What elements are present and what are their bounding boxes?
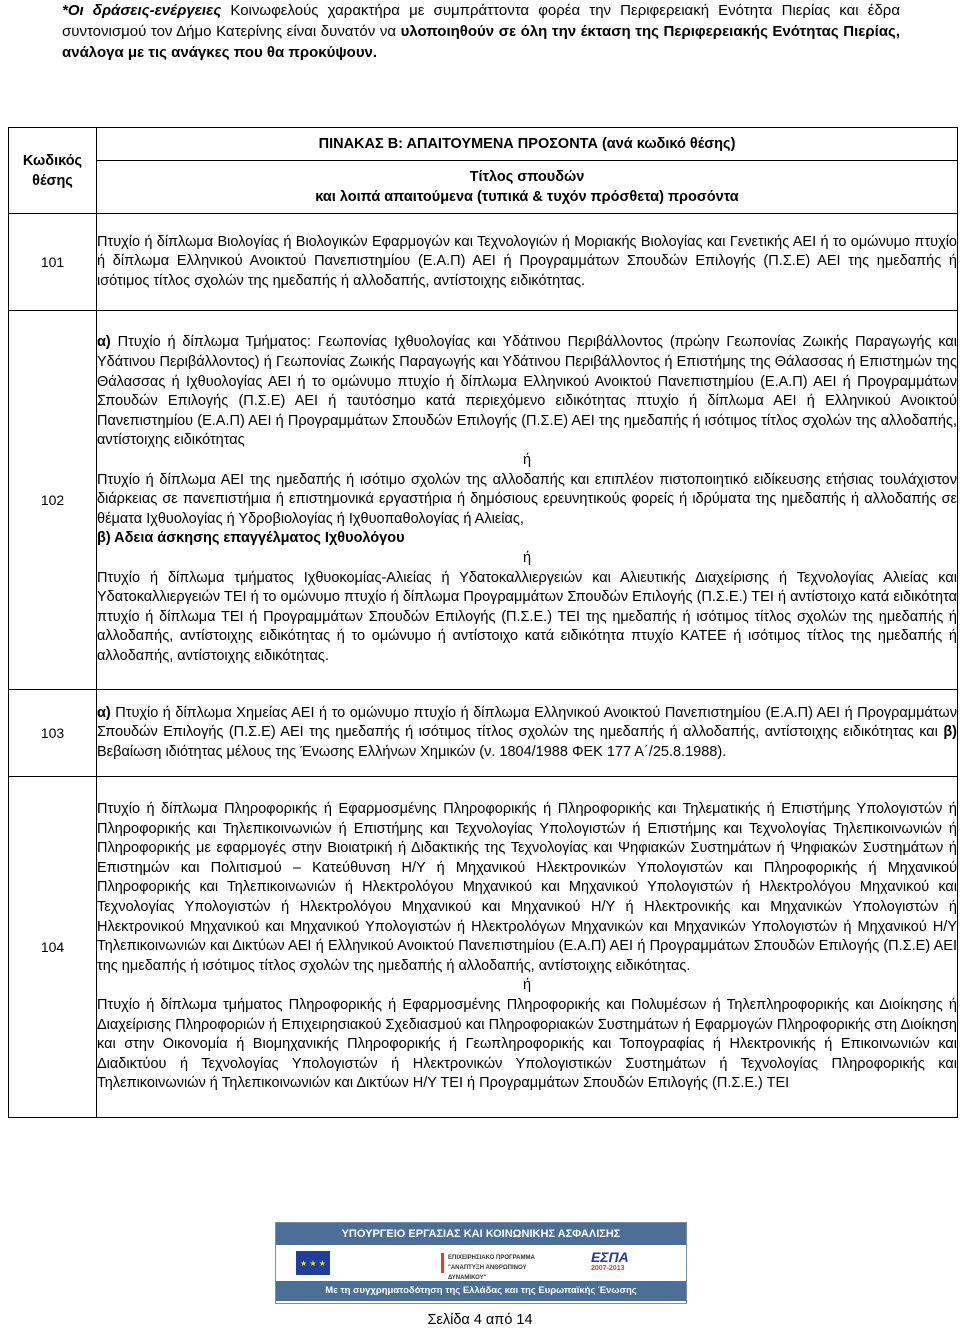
table-title-cell bbox=[97, 128, 958, 161]
header-row bbox=[9, 161, 958, 214]
qualifications-table bbox=[8, 127, 958, 1118]
header-code-cell bbox=[9, 128, 97, 214]
espa-logo bbox=[591, 1249, 661, 1277]
or-separator: ή bbox=[522, 977, 532, 994]
header-code-line2: θέσης bbox=[32, 172, 73, 189]
banner-logos bbox=[276, 1245, 686, 1281]
header-title-label bbox=[97, 161, 957, 213]
code-cell: 103 bbox=[9, 690, 97, 777]
requirements-cell bbox=[97, 690, 958, 777]
banner-ministry: ΥΠΟΥΡΓΕΙΟ ΕΡΓΑΣΙΑΣ ΚΑΙ ΚΟΙΝΩΝΙΚΗΣ ΑΣΦΑΛΙΣΗΣ bbox=[276, 1223, 686, 1245]
funding-banner bbox=[275, 1222, 687, 1304]
requirements-cell bbox=[97, 777, 958, 1118]
requirements-text: Πτυχίο ή δίπλωμα Βιολογίας ή Βιολογικών Εφαρμογών και Τεχνολογιών ή Μοριακής Βιολογίας και Γενετικής ΑΕΙ ή το ομώνυμο πτυχίο ή δίπλωμα Ελληνικού Ανοικτού Πανεπιστημίου (Ε.Α.Π) ΑΕΙ ή Προγραμμάτων Σπουδών Επιλογής (Π.Σ.Ε) ΑΕΙ της ημεδαπής ή ισότιμος τίτλος σχολών της ημεδαπής ή αλλοδαπής, αντίστοιχης ειδικότητας. bbox=[97, 233, 957, 289]
espa-label: ΕΣΠΑ bbox=[591, 1249, 629, 1265]
header-title-line1: Τίτλος σπουδών bbox=[469, 169, 585, 185]
requirements-a bbox=[97, 333, 957, 451]
eu-flag-icon: ★ ★ ★ bbox=[296, 1251, 330, 1275]
label-b: β) Αδεια άσκησης επαγγέλματος Ιχθυολόγου bbox=[97, 530, 405, 547]
intro-label: *Οι δράσεις-ενέργειες bbox=[62, 2, 222, 19]
table-row-101 bbox=[9, 214, 958, 311]
header-code-label bbox=[9, 151, 96, 191]
table-row-103 bbox=[9, 690, 958, 777]
requirements-p2: Πτυχίο ή δίπλωμα τμήματος Πληροφορικής ή Εφαρμοσμένης Πληροφορικής και Πολυμέσων ή Τηλεπληροφορικής και Διοίκησης ή Διαχείρισης Πληροφοριών ή Επιχειρησιακού Σχεδιασμού και Πληροφοριακών Συστημάτων ή Εφαρμογών Πληροφορικής στη Διοίκηση και στην Οικονομία ή Βιομηχανικής Πληροφορικής ή Γεωπληροφορικής και Τοπογραφίας ή Ηλεκτρονικής ή Επικοινωνιών και Διαδικτύου ή Τεχνολογίας Υπολογιστών ή Ηλεκτρονικών Υπολογιστικών Συστημάτων ή Τεχνολογίας Πληροφορικής και Τηλεπικοινωνιών ή Τηλεπικοινωνιών και Δικτύων Η/Υ ΤΕΙ ή Προγραμμάτων Σπουδών Επιλογής (Π.Σ.Ε.) ΤΕΙ bbox=[97, 996, 957, 1092]
program-logo: ΕΠΙΧΕΙΡΗΣΙΑΚΟ ΠΡΟΓΡΑΜΜΑ "ΑΝΑΠΤΥΞΗ ΑΝΘΡΩΠΙΝΟΥ ΔΥΝΑΜΙΚΟΥ" bbox=[441, 1253, 538, 1273]
label-b: β) bbox=[943, 724, 957, 741]
espa-years: 2007-2013 bbox=[591, 1265, 625, 1272]
header-title-cell bbox=[97, 161, 958, 214]
intro-text: Κοινωφελούς χαρακτήρα με συμπράττοντα φορέα την Περιφερειακή Ενότητα Πιερίας και έδρα συντονισμού τον Δήμο Κατερίνης είναι δυνατόν να bbox=[62, 2, 900, 40]
table-row-102 bbox=[9, 311, 958, 690]
or-separator: ή bbox=[522, 452, 532, 469]
banner-cofinancing: Με τη συγχρηματοδότηση της Ελλάδας και της Ευρωπαϊκής Ένωσης bbox=[276, 1281, 686, 1301]
table-row-104 bbox=[9, 777, 958, 1118]
intro-bold-text: υλοποιηθούν σε όλη την έκταση της Περιφερειακής Ενότητας Πιερίας, ανάλογα με τις ανάγκες που θα προκύψουν. bbox=[62, 23, 901, 61]
requirements-b-text: Βεβαίωση ιδιότητας μέλους της Ένωσης Ελλήνων Χημικών (ν. 1804/1988 ΦΕΚ 177 Α΄/25.8.1988). bbox=[97, 743, 727, 760]
requirements-b bbox=[97, 529, 957, 549]
requirements-p3: Πτυχίο ή δίπλωμα τμήματος Ιχθυοκομίας-Αλιείας ή Υδατοκαλλιεργειών και Αλιευτικής Διαχείρισης ή Τεχνολογίας Αλιείας και Υδατοκαλλιεργειών ΤΕΙ ή το ομώνυμο πτυχίο ή δίπλωμα Προγραμμάτων Σπουδών Επιλογής (Π.Σ.Ε.) ΤΕΙ ή αντίστοιχο κατά ειδικότητα πτυχίο ή δίπλωμα ΤΕΙ ή Προγραμμάτων Σπουδών Επιλογής (Π.Σ.Ε.) ΤΕΙ της ημεδαπής ή ισότιμος τίτλος σχολών της ημεδαπής ή αλλοδαπής, αντίστοιχης ειδικότητας ή το ομώνυμο ή αντίστοιχο κατά ειδικότητα πτυχίο ΚΑΤΕΕ ή ισότιμος τίτλος της ημεδαπής ή αλλοδαπής, αντίστοιχης ειδικότητας. bbox=[97, 569, 957, 664]
table-title: ΠΙΝΑΚΑΣ Β: ΑΠΑΙΤΟΥΜΕΝΑ ΠΡΟΣΟΝΤΑ (ανά κωδικό θέσης) bbox=[318, 136, 736, 152]
code-cell: 104 bbox=[9, 777, 97, 1118]
requirements-p1: Πτυχίο ή δίπλωμα Πληροφορικής ή Εφαρμοσμένης Πληροφορικής ή Πληροφορικής και Τηλεματικής ή Επιστήμης Υπολογιστών ή Πληροφορικής και Τηλεπικοινωνιών ή Επιστήμης και Τεχνολογίας Υπολογιστών ή Επιστήμης και Τεχνολογίας Τηλεπικοινωνιών ή Πληροφορικής με εφαρμογές στην Βιοιατρική ή Διδακτικής της Τεχνολογίας και Ψηφιακών Συστημάτων ή Ψηφιακών Συστημάτων ή Επιστημών και Πολιτισμού – Κατεύθυνση Η/Υ ή Μηχανικού Ηλεκτρονικών Υπολογιστών και Πληροφορικής ή Μηχανικού Πληροφορικής και Τηλεπικοινωνιών ή Ηλεκτρολόγου Μηχανικού και Μηχανικού Υπολογιστών ή Ηλεκτρολόγου Μηχανικού και Τεχνολογίας Υπολογιστών ή Ηλεκτρολόγου Μηχανικού και Μηχανικού Η/Υ ή Ηλεκτρονικής και Μηχανικών Υπολογιστών ή Ηλεκτρονικού Μηχανικού και Μηχανικού Υπολογιστών ή Ηλεκτρολόγων Μηχανικών και Μηχανικών Υπολογιστών ή Μηχανικού Η/Υ Τηλεπικοινωνιών και Δικτύων ΑΕΙ ή Ελληνικού Ανοικτού Πανεπιστημίου (Ε.Α.Π) ΑΕΙ ή Προγραμμάτων Σπουδών Επιλογής (Π.Σ.Ε) ΑΕΙ της ημεδαπής ή ισότιμος τίτλος σχολών της ημεδαπής ή αλλοδαπής, αντίστοιχης ειδικότητας. bbox=[97, 801, 957, 974]
requirements-a-text: Πτυχίο ή δίπλωμα Χημείας ΑΕΙ ή το ομώνυμο πτυχίο ή δίπλωμα Ελληνικού Ανοικτού Πανεπιστημίου (Ε.Α.Π) ΑΕΙ ή Προγραμμάτων Σπουδών Επιλογής (Π.Σ.Ε) ΑΕΙ της ημεδαπής ή ισότιμος τίτλος σχολών της ημεδαπής ή αλλοδαπής, αντίστοιχης ειδικότητας και bbox=[97, 704, 957, 741]
code-cell: 102 bbox=[9, 311, 97, 690]
requirements-cell bbox=[97, 214, 958, 311]
intro-paragraph bbox=[62, 0, 900, 63]
table-title-row bbox=[9, 128, 958, 161]
header-title-line2: και λοιπά απαιτούμενα (τυπικά & τυχόν πρόσθετα) προσόντα bbox=[315, 189, 739, 205]
or-separator: ή bbox=[522, 549, 532, 566]
code-cell: 101 bbox=[9, 214, 97, 311]
header-code-line1: Κωδικός bbox=[22, 152, 83, 169]
requirements-a-text: Πτυχίο ή δίπλωμα Τμήματος: Γεωπονίας Ιχθυολογίας και Υδάτινου Περιβάλλοντος (πρώην Γεωπονίας Ζωικής Παραγωγής και Υδάτινου Περιβάλλοντος) ή Γεωπονίας Ζωικής Παραγωγής και Υδάτινου Περιβάλλοντος ή Επιστήμης της Θάλασσας ή Επιστημών της Θάλασσας ή Ιχθυολογίας ΑΕΙ ή το ομώνυμο πτυχίο ή δίπλωμα Ελληνικού Ανοικτού Πανεπιστημίου (Ε.Α.Π) ΑΕΙ ή Προγραμμάτων Σπουδών Επιλογής (Π.Σ.Ε) ΑΕΙ ή ταυτόσημο κατά περιεχόμενο ειδικότητας πτυχίο ή δίπλωμα ΑΕΙ ή Ελληνικού Ανοικτού Πανεπιστημίου (Ε.Α.Π) ΑΕΙ ή Προγραμμάτων Σπουδών Επιλογής (Π.Σ.Ε) ΑΕΙ της ημεδαπής ή ισότιμος τίτλος σχολών της αλλοδαπής, αντίστοιχης ειδικότητας bbox=[97, 334, 957, 449]
requirements-p2: Πτυχίο ή δίπλωμα ΑΕΙ της ημεδαπής ή ισότιμο σχολών της αλλοδαπής και επιπλέον πιστοποιητικό ειδίκευσης ετήσιας τουλάχιστον διάρκειας σε πανεπιστήμια ή επιστημονικά εργαστήρια ή δημόσιους ερευνητικούς φορείς ή ιδρύματα της ημεδαπής ή αλλοδαπής σε θέματα Ιχθυολογίας ή Υδροβιολογίας ή Ιχθυοπαθολογίας ή Αλιείας, bbox=[97, 471, 957, 527]
label-a: α) bbox=[97, 334, 111, 351]
page-number: Σελίδα 4 από 14 bbox=[427, 1312, 533, 1328]
label-a: α) bbox=[97, 704, 111, 721]
requirements-cell bbox=[97, 311, 958, 690]
